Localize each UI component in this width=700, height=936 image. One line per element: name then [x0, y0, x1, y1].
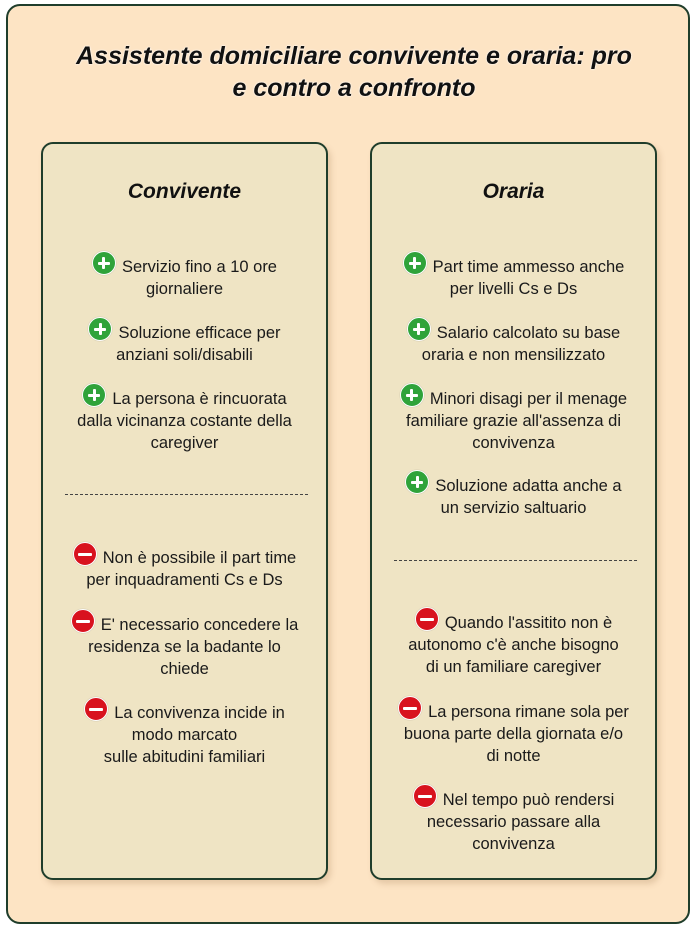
pro-item	[380, 317, 647, 366]
item-line: Quando l'assitito non è	[444, 614, 613, 632]
minus-circle-icon	[73, 542, 97, 566]
minus-circle-icon	[71, 609, 95, 633]
panel-title: Oraria	[482, 180, 545, 203]
pro-item	[51, 251, 318, 300]
item-line: Soluzione adatta anche a	[435, 477, 622, 495]
item-line: giornaliere	[145, 280, 224, 298]
panel-title: Convivente	[127, 180, 242, 203]
pro-item	[380, 383, 647, 454]
item-line: per livelli Cs e Ds	[449, 280, 578, 298]
pro-item	[380, 251, 647, 300]
item-line: oraria e non mensilizzato	[421, 346, 606, 364]
item-line: Salario calcolato su base	[436, 324, 621, 342]
item-line: familiare grazie all'assenza di	[406, 412, 621, 430]
item-line: un servizio saltuario	[440, 499, 587, 517]
divider	[394, 560, 637, 561]
item-line: di un familiare caregiver	[425, 658, 602, 676]
con-item	[380, 784, 647, 855]
minus-circle-icon	[413, 784, 437, 808]
item-line: Non è possibile il part time	[102, 549, 297, 567]
item-line: autonomo c'è anche bisogno	[408, 636, 619, 654]
con-item	[51, 542, 318, 591]
plus-circle-icon	[403, 251, 427, 275]
con-item	[51, 609, 318, 680]
item-line: convivenza	[472, 835, 555, 853]
panel-oraria	[370, 142, 657, 880]
item-line: residenza se la badante lo	[88, 638, 281, 656]
item-line: Minori disagi per il menage	[429, 390, 628, 408]
minus-circle-icon	[84, 697, 108, 721]
item-line: modo marcato	[131, 726, 238, 744]
item-line: La persona rimane sola per	[428, 703, 629, 721]
con-item	[380, 696, 647, 767]
item-line: buona parte della giornata e/o	[403, 725, 624, 743]
item-line: chiede	[160, 660, 209, 678]
item-line: E' necessario concedere la	[100, 616, 299, 634]
item-line: Servizio fino a 10 ore	[121, 258, 277, 276]
item-line: per inquadramenti Cs e Ds	[86, 571, 283, 589]
plus-circle-icon	[88, 317, 112, 341]
item-line: Part time ammesso anche	[432, 258, 625, 276]
item-line: dalla vicinanza costante della	[77, 412, 292, 430]
plus-circle-icon	[82, 383, 106, 407]
title-line-2: e contro a confronto	[232, 74, 476, 102]
page-title	[14, 40, 694, 104]
item-line: Nel tempo può rendersi	[442, 791, 615, 809]
item-line: anziani soli/disabili	[116, 346, 253, 364]
pro-item	[51, 383, 318, 454]
item-line: caregiver	[150, 434, 219, 452]
plus-circle-icon	[407, 317, 431, 341]
item-line: La persona è rincuorata	[112, 390, 287, 408]
pro-item	[51, 317, 318, 366]
panel-convivente	[41, 142, 328, 880]
plus-circle-icon	[400, 383, 424, 407]
con-item	[380, 607, 647, 678]
item-line: di notte	[486, 747, 541, 765]
item-line: convivenza	[472, 434, 555, 452]
item-line: Soluzione efficace per	[118, 324, 281, 342]
minus-circle-icon	[398, 696, 422, 720]
pro-item	[380, 470, 647, 519]
con-item	[51, 697, 318, 768]
item-line: La convivenza incide in	[114, 704, 285, 722]
plus-circle-icon	[405, 470, 429, 494]
item-line: necessario passare alla	[426, 813, 601, 831]
plus-circle-icon	[92, 251, 116, 275]
minus-circle-icon	[415, 607, 439, 631]
item-line: sulle abitudini familiari	[103, 748, 266, 766]
divider	[65, 494, 308, 495]
title-line-1: Assistente domiciliare convivente e oraria: pro	[76, 42, 632, 70]
